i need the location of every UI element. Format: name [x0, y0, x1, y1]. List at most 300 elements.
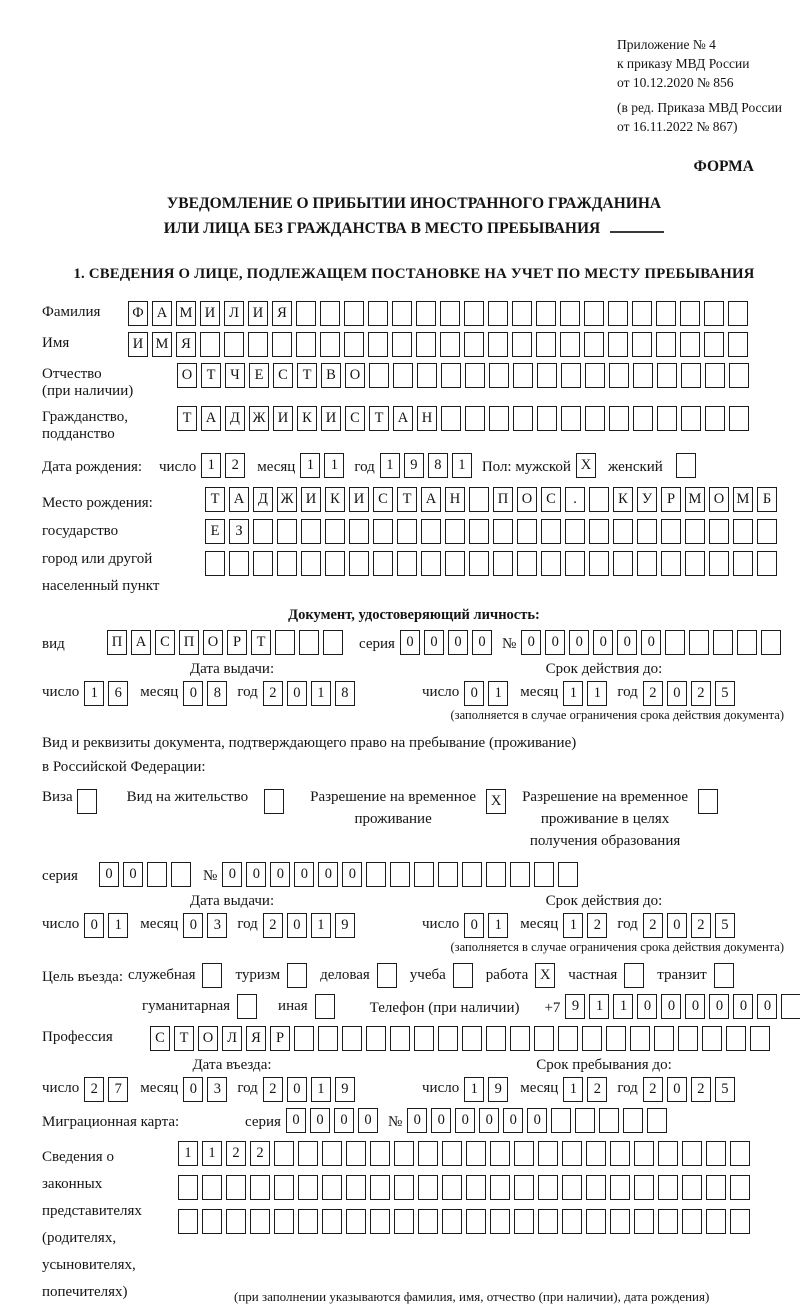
form-cell[interactable]: А: [393, 406, 413, 431]
form-cell[interactable]: .: [565, 487, 585, 512]
form-cell[interactable]: Р: [661, 487, 681, 512]
form-cell[interactable]: 0: [99, 862, 119, 887]
form-cell[interactable]: 9: [488, 1077, 508, 1102]
form-cell[interactable]: И: [349, 487, 369, 512]
representatives-line-3[interactable]: [178, 1209, 754, 1234]
form-cell[interactable]: X: [486, 789, 506, 814]
form-cell[interactable]: [287, 963, 307, 988]
form-cell[interactable]: [250, 1209, 270, 1234]
form-cell[interactable]: [237, 994, 257, 1019]
form-cell[interactable]: С: [273, 363, 293, 388]
form-cell[interactable]: [274, 1175, 294, 1200]
form-cell[interactable]: [272, 332, 292, 357]
sex-female-checkbox[interactable]: [676, 453, 700, 478]
form-cell[interactable]: [729, 363, 749, 388]
form-cell[interactable]: [349, 551, 369, 576]
form-cell[interactable]: 1: [324, 453, 344, 478]
form-cell[interactable]: [610, 1209, 630, 1234]
form-cell[interactable]: [373, 551, 393, 576]
purpose-tourism-checkbox[interactable]: [287, 963, 311, 988]
form-cell[interactable]: 1: [84, 681, 104, 706]
form-cell[interactable]: [253, 519, 273, 544]
form-cell[interactable]: [414, 1026, 434, 1051]
form-cell[interactable]: 9: [404, 453, 424, 478]
form-cell[interactable]: [680, 332, 700, 357]
form-cell[interactable]: 9: [335, 1077, 355, 1102]
form-cell[interactable]: 5: [715, 681, 735, 706]
form-cell[interactable]: 0: [569, 630, 589, 655]
purpose-official-checkbox[interactable]: [202, 963, 226, 988]
form-cell[interactable]: [226, 1209, 246, 1234]
form-cell[interactable]: [298, 1175, 318, 1200]
form-cell[interactable]: [229, 551, 249, 576]
form-cell[interactable]: О: [517, 487, 537, 512]
form-cell[interactable]: 1: [311, 681, 331, 706]
birth-place-line-3[interactable]: [205, 551, 781, 576]
form-cell[interactable]: [656, 301, 676, 326]
form-cell[interactable]: Д: [253, 487, 273, 512]
form-cell[interactable]: [416, 332, 436, 357]
form-cell[interactable]: Р: [270, 1026, 290, 1051]
form-cell[interactable]: 0: [733, 994, 753, 1019]
form-cell[interactable]: [445, 551, 465, 576]
form-cell[interactable]: [441, 406, 461, 431]
form-cell[interactable]: 0: [472, 630, 492, 655]
form-cell[interactable]: [277, 519, 297, 544]
form-cell[interactable]: [301, 551, 321, 576]
form-cell[interactable]: [394, 1209, 414, 1234]
form-cell[interactable]: [370, 1209, 390, 1234]
form-cell[interactable]: 2: [84, 1077, 104, 1102]
form-cell[interactable]: [704, 301, 724, 326]
form-cell[interactable]: 0: [287, 1077, 307, 1102]
purpose-humanitarian-checkbox[interactable]: [237, 994, 261, 1019]
form-cell[interactable]: [538, 1209, 558, 1234]
form-cell[interactable]: [453, 963, 473, 988]
form-cell[interactable]: [301, 519, 321, 544]
form-cell[interactable]: [298, 1209, 318, 1234]
form-cell[interactable]: [560, 332, 580, 357]
form-cell[interactable]: [368, 301, 388, 326]
form-cell[interactable]: [465, 406, 485, 431]
form-cell[interactable]: [586, 1209, 606, 1234]
form-cell[interactable]: 2: [263, 1077, 283, 1102]
form-cell[interactable]: С: [541, 487, 561, 512]
form-cell[interactable]: [657, 406, 677, 431]
form-cell[interactable]: [466, 1209, 486, 1234]
form-cell[interactable]: 0: [183, 681, 203, 706]
form-cell[interactable]: [344, 301, 364, 326]
form-cell[interactable]: [661, 519, 681, 544]
form-cell[interactable]: 2: [643, 913, 663, 938]
form-cell[interactable]: О: [709, 487, 729, 512]
form-cell[interactable]: [689, 630, 709, 655]
form-cell[interactable]: [517, 519, 537, 544]
form-cell[interactable]: 2: [263, 681, 283, 706]
form-cell[interactable]: Л: [222, 1026, 242, 1051]
form-cell[interactable]: 5: [715, 1077, 735, 1102]
form-cell[interactable]: [466, 1175, 486, 1200]
form-cell[interactable]: [393, 363, 413, 388]
form-cell[interactable]: [421, 551, 441, 576]
form-cell[interactable]: [465, 363, 485, 388]
form-cell[interactable]: [706, 1175, 726, 1200]
form-cell[interactable]: [368, 332, 388, 357]
form-cell[interactable]: [171, 862, 191, 887]
residence-issue-year-cells[interactable]: [263, 913, 359, 938]
form-cell[interactable]: 1: [613, 994, 633, 1019]
form-cell[interactable]: О: [177, 363, 197, 388]
form-cell[interactable]: [322, 1175, 342, 1200]
form-cell[interactable]: 0: [318, 862, 338, 887]
visa-checkbox[interactable]: [77, 789, 101, 814]
form-cell[interactable]: 0: [479, 1108, 499, 1133]
form-cell[interactable]: П: [493, 487, 513, 512]
form-cell[interactable]: А: [131, 630, 151, 655]
form-cell[interactable]: У: [637, 487, 657, 512]
form-cell[interactable]: [264, 789, 284, 814]
form-cell[interactable]: 0: [407, 1108, 427, 1133]
form-cell[interactable]: [630, 1026, 650, 1051]
form-cell[interactable]: [750, 1026, 770, 1051]
form-cell[interactable]: 1: [563, 681, 583, 706]
form-cell[interactable]: [565, 551, 585, 576]
birth-place-line-1[interactable]: [205, 487, 781, 512]
issue-month-cells[interactable]: [183, 681, 231, 706]
form-cell[interactable]: [713, 630, 733, 655]
form-cell[interactable]: [294, 1026, 314, 1051]
form-cell[interactable]: К: [297, 406, 317, 431]
birth-year-cells[interactable]: [380, 453, 476, 478]
form-cell[interactable]: Б: [757, 487, 777, 512]
form-cell[interactable]: [582, 1026, 602, 1051]
form-cell[interactable]: О: [198, 1026, 218, 1051]
form-cell[interactable]: 0: [667, 1077, 687, 1102]
form-cell[interactable]: 0: [424, 630, 444, 655]
stay-month-cells[interactable]: [563, 1077, 611, 1102]
birth-day-cells[interactable]: [201, 453, 249, 478]
citizenship-cells[interactable]: [177, 406, 753, 431]
form-cell[interactable]: [315, 994, 335, 1019]
doc-type-cells[interactable]: [107, 630, 347, 655]
form-cell[interactable]: [534, 1026, 554, 1051]
form-cell[interactable]: [442, 1209, 462, 1234]
form-cell[interactable]: [606, 1026, 626, 1051]
form-cell[interactable]: [682, 1175, 702, 1200]
given-name-cells[interactable]: [128, 332, 752, 357]
form-cell[interactable]: 0: [123, 862, 143, 887]
form-cell[interactable]: 0: [287, 681, 307, 706]
form-cell[interactable]: [299, 630, 319, 655]
form-cell[interactable]: 2: [691, 681, 711, 706]
form-cell[interactable]: [417, 363, 437, 388]
form-cell[interactable]: [678, 1026, 698, 1051]
form-cell[interactable]: [390, 1026, 410, 1051]
form-cell[interactable]: [623, 1108, 643, 1133]
form-cell[interactable]: [248, 332, 268, 357]
form-cell[interactable]: [538, 1175, 558, 1200]
form-cell[interactable]: 1: [464, 1077, 484, 1102]
form-cell[interactable]: 1: [563, 913, 583, 938]
form-cell[interactable]: [438, 862, 458, 887]
form-cell[interactable]: [586, 1175, 606, 1200]
form-cell[interactable]: К: [613, 487, 633, 512]
form-cell[interactable]: 1: [563, 1077, 583, 1102]
form-cell[interactable]: Т: [251, 630, 271, 655]
form-cell[interactable]: [488, 301, 508, 326]
form-cell[interactable]: [705, 363, 725, 388]
form-cell[interactable]: [510, 862, 530, 887]
purpose-business-checkbox[interactable]: [377, 963, 401, 988]
residence-expiry-month-cells[interactable]: [563, 913, 611, 938]
form-cell[interactable]: [585, 406, 605, 431]
form-cell[interactable]: [658, 1209, 678, 1234]
form-cell[interactable]: [373, 519, 393, 544]
form-cell[interactable]: [464, 332, 484, 357]
form-cell[interactable]: [561, 363, 581, 388]
entry-year-cells[interactable]: [263, 1077, 359, 1102]
form-cell[interactable]: [489, 406, 509, 431]
form-cell[interactable]: [656, 332, 676, 357]
form-cell[interactable]: 0: [222, 862, 242, 887]
form-cell[interactable]: [445, 519, 465, 544]
form-cell[interactable]: Л: [224, 301, 244, 326]
form-cell[interactable]: 0: [593, 630, 613, 655]
form-cell[interactable]: [634, 1209, 654, 1234]
expiry-month-cells[interactable]: [563, 681, 611, 706]
form-cell[interactable]: [609, 363, 629, 388]
form-cell[interactable]: 0: [270, 862, 290, 887]
form-cell[interactable]: [589, 519, 609, 544]
form-cell[interactable]: [147, 862, 167, 887]
form-cell[interactable]: 7: [108, 1077, 128, 1102]
form-cell[interactable]: [323, 630, 343, 655]
form-cell[interactable]: 2: [587, 1077, 607, 1102]
form-cell[interactable]: Т: [369, 406, 389, 431]
form-cell[interactable]: 9: [565, 994, 585, 1019]
form-cell[interactable]: 3: [207, 1077, 227, 1102]
form-cell[interactable]: 0: [503, 1108, 523, 1133]
profession-cells[interactable]: [150, 1026, 774, 1051]
form-cell[interactable]: 0: [709, 994, 729, 1019]
surname-cells[interactable]: [128, 301, 752, 326]
form-cell[interactable]: [562, 1209, 582, 1234]
residence-expiry-year-cells[interactable]: [643, 913, 739, 938]
form-cell[interactable]: 8: [428, 453, 448, 478]
form-cell[interactable]: [469, 519, 489, 544]
doc-number-cells[interactable]: [521, 630, 785, 655]
form-cell[interactable]: [709, 519, 729, 544]
form-cell[interactable]: [349, 519, 369, 544]
form-cell[interactable]: 3: [207, 913, 227, 938]
form-cell[interactable]: 0: [183, 913, 203, 938]
form-cell[interactable]: 1: [452, 453, 472, 478]
form-cell[interactable]: [77, 789, 97, 814]
form-cell[interactable]: 0: [448, 630, 468, 655]
form-cell[interactable]: [637, 519, 657, 544]
form-cell[interactable]: [202, 1175, 222, 1200]
form-cell[interactable]: 1: [587, 681, 607, 706]
form-cell[interactable]: [489, 363, 509, 388]
form-cell[interactable]: И: [273, 406, 293, 431]
form-cell[interactable]: [440, 301, 460, 326]
form-cell[interactable]: [661, 551, 681, 576]
form-cell[interactable]: 0: [521, 630, 541, 655]
form-cell[interactable]: [438, 1026, 458, 1051]
expiry-year-cells[interactable]: [643, 681, 739, 706]
form-cell[interactable]: [275, 630, 295, 655]
form-cell[interactable]: 2: [643, 681, 663, 706]
purpose-other-checkbox[interactable]: [315, 994, 339, 1019]
form-cell[interactable]: И: [321, 406, 341, 431]
form-cell[interactable]: С: [345, 406, 365, 431]
form-cell[interactable]: [676, 453, 696, 478]
form-cell[interactable]: [226, 1175, 246, 1200]
issue-year-cells[interactable]: [263, 681, 359, 706]
form-cell[interactable]: [757, 551, 777, 576]
form-cell[interactable]: [464, 301, 484, 326]
form-cell[interactable]: [761, 630, 781, 655]
form-cell[interactable]: [517, 551, 537, 576]
form-cell[interactable]: [537, 363, 557, 388]
birth-month-cells[interactable]: [300, 453, 348, 478]
form-cell[interactable]: М: [176, 301, 196, 326]
form-cell[interactable]: [585, 363, 605, 388]
form-cell[interactable]: [584, 332, 604, 357]
form-cell[interactable]: [486, 1026, 506, 1051]
form-cell[interactable]: [346, 1209, 366, 1234]
form-cell[interactable]: [589, 551, 609, 576]
form-cell[interactable]: [729, 406, 749, 431]
form-cell[interactable]: [224, 332, 244, 357]
form-cell[interactable]: [469, 487, 489, 512]
form-cell[interactable]: [462, 1026, 482, 1051]
form-cell[interactable]: [681, 363, 701, 388]
form-cell[interactable]: [633, 363, 653, 388]
residence-expiry-day-cells[interactable]: [464, 913, 512, 938]
form-cell[interactable]: [397, 519, 417, 544]
form-cell[interactable]: [562, 1175, 582, 1200]
form-cell[interactable]: 0: [334, 1108, 354, 1133]
form-cell[interactable]: [730, 1209, 750, 1234]
form-cell[interactable]: Р: [227, 630, 247, 655]
form-cell[interactable]: [733, 519, 753, 544]
form-cell[interactable]: П: [107, 630, 127, 655]
residence-permit-checkbox[interactable]: [264, 789, 288, 814]
entry-day-cells[interactable]: [84, 1077, 132, 1102]
form-cell[interactable]: X: [576, 453, 596, 478]
form-cell[interactable]: 5: [715, 913, 735, 938]
form-cell[interactable]: [178, 1209, 198, 1234]
form-cell[interactable]: Т: [397, 487, 417, 512]
form-cell[interactable]: [202, 963, 222, 988]
form-cell[interactable]: [366, 1026, 386, 1051]
form-cell[interactable]: [584, 301, 604, 326]
form-cell[interactable]: С: [155, 630, 175, 655]
form-cell[interactable]: [414, 862, 434, 887]
form-cell[interactable]: [377, 963, 397, 988]
form-cell[interactable]: 0: [464, 913, 484, 938]
form-cell[interactable]: [633, 406, 653, 431]
patronymic-cells[interactable]: [177, 363, 753, 388]
stay-year-cells[interactable]: [643, 1077, 739, 1102]
form-cell[interactable]: [418, 1175, 438, 1200]
form-cell[interactable]: 2: [250, 1141, 270, 1166]
form-cell[interactable]: 0: [757, 994, 777, 1019]
form-cell[interactable]: [394, 1175, 414, 1200]
form-cell[interactable]: Е: [249, 363, 269, 388]
form-cell[interactable]: [657, 363, 677, 388]
form-cell[interactable]: Д: [225, 406, 245, 431]
form-cell[interactable]: С: [150, 1026, 170, 1051]
entry-month-cells[interactable]: [183, 1077, 231, 1102]
form-cell[interactable]: [613, 551, 633, 576]
form-cell[interactable]: Я: [246, 1026, 266, 1051]
form-cell[interactable]: [658, 1175, 678, 1200]
temp-residence-education-checkbox[interactable]: [698, 789, 722, 814]
purpose-transit-checkbox[interactable]: [714, 963, 738, 988]
form-cell[interactable]: Т: [177, 406, 197, 431]
form-cell[interactable]: [514, 1209, 534, 1234]
form-cell[interactable]: К: [325, 487, 345, 512]
form-cell[interactable]: Ч: [225, 363, 245, 388]
form-cell[interactable]: 2: [226, 1141, 246, 1166]
form-cell[interactable]: [397, 551, 417, 576]
form-cell[interactable]: [205, 551, 225, 576]
form-cell[interactable]: Т: [297, 363, 317, 388]
form-cell[interactable]: [728, 332, 748, 357]
form-cell[interactable]: [558, 862, 578, 887]
form-cell[interactable]: И: [200, 301, 220, 326]
form-cell[interactable]: [325, 551, 345, 576]
form-cell[interactable]: М: [152, 332, 172, 357]
form-cell[interactable]: 0: [358, 1108, 378, 1133]
representatives-line-2[interactable]: [178, 1175, 754, 1200]
form-cell[interactable]: [681, 406, 701, 431]
form-cell[interactable]: [510, 1026, 530, 1051]
form-cell[interactable]: М: [733, 487, 753, 512]
form-cell[interactable]: 0: [294, 862, 314, 887]
form-cell[interactable]: [781, 994, 800, 1019]
form-cell[interactable]: [178, 1175, 198, 1200]
form-cell[interactable]: [514, 1175, 534, 1200]
form-cell[interactable]: [610, 1175, 630, 1200]
form-cell[interactable]: 0: [464, 681, 484, 706]
form-cell[interactable]: 2: [225, 453, 245, 478]
purpose-work-checkbox[interactable]: [535, 963, 559, 988]
doc-series-cells[interactable]: [400, 630, 496, 655]
form-cell[interactable]: И: [301, 487, 321, 512]
form-cell[interactable]: [561, 406, 581, 431]
form-cell[interactable]: [726, 1026, 746, 1051]
form-cell[interactable]: 2: [691, 913, 711, 938]
form-cell[interactable]: Т: [201, 363, 221, 388]
form-cell[interactable]: 0: [310, 1108, 330, 1133]
form-cell[interactable]: 8: [335, 681, 355, 706]
form-cell[interactable]: [609, 406, 629, 431]
form-cell[interactable]: 0: [287, 913, 307, 938]
form-cell[interactable]: [698, 789, 718, 814]
form-cell[interactable]: О: [203, 630, 223, 655]
form-cell[interactable]: [737, 630, 757, 655]
form-cell[interactable]: О: [345, 363, 365, 388]
form-cell[interactable]: 0: [286, 1108, 306, 1133]
form-cell[interactable]: В: [321, 363, 341, 388]
form-cell[interactable]: М: [685, 487, 705, 512]
form-cell[interactable]: [369, 363, 389, 388]
form-cell[interactable]: Я: [272, 301, 292, 326]
form-cell[interactable]: А: [201, 406, 221, 431]
